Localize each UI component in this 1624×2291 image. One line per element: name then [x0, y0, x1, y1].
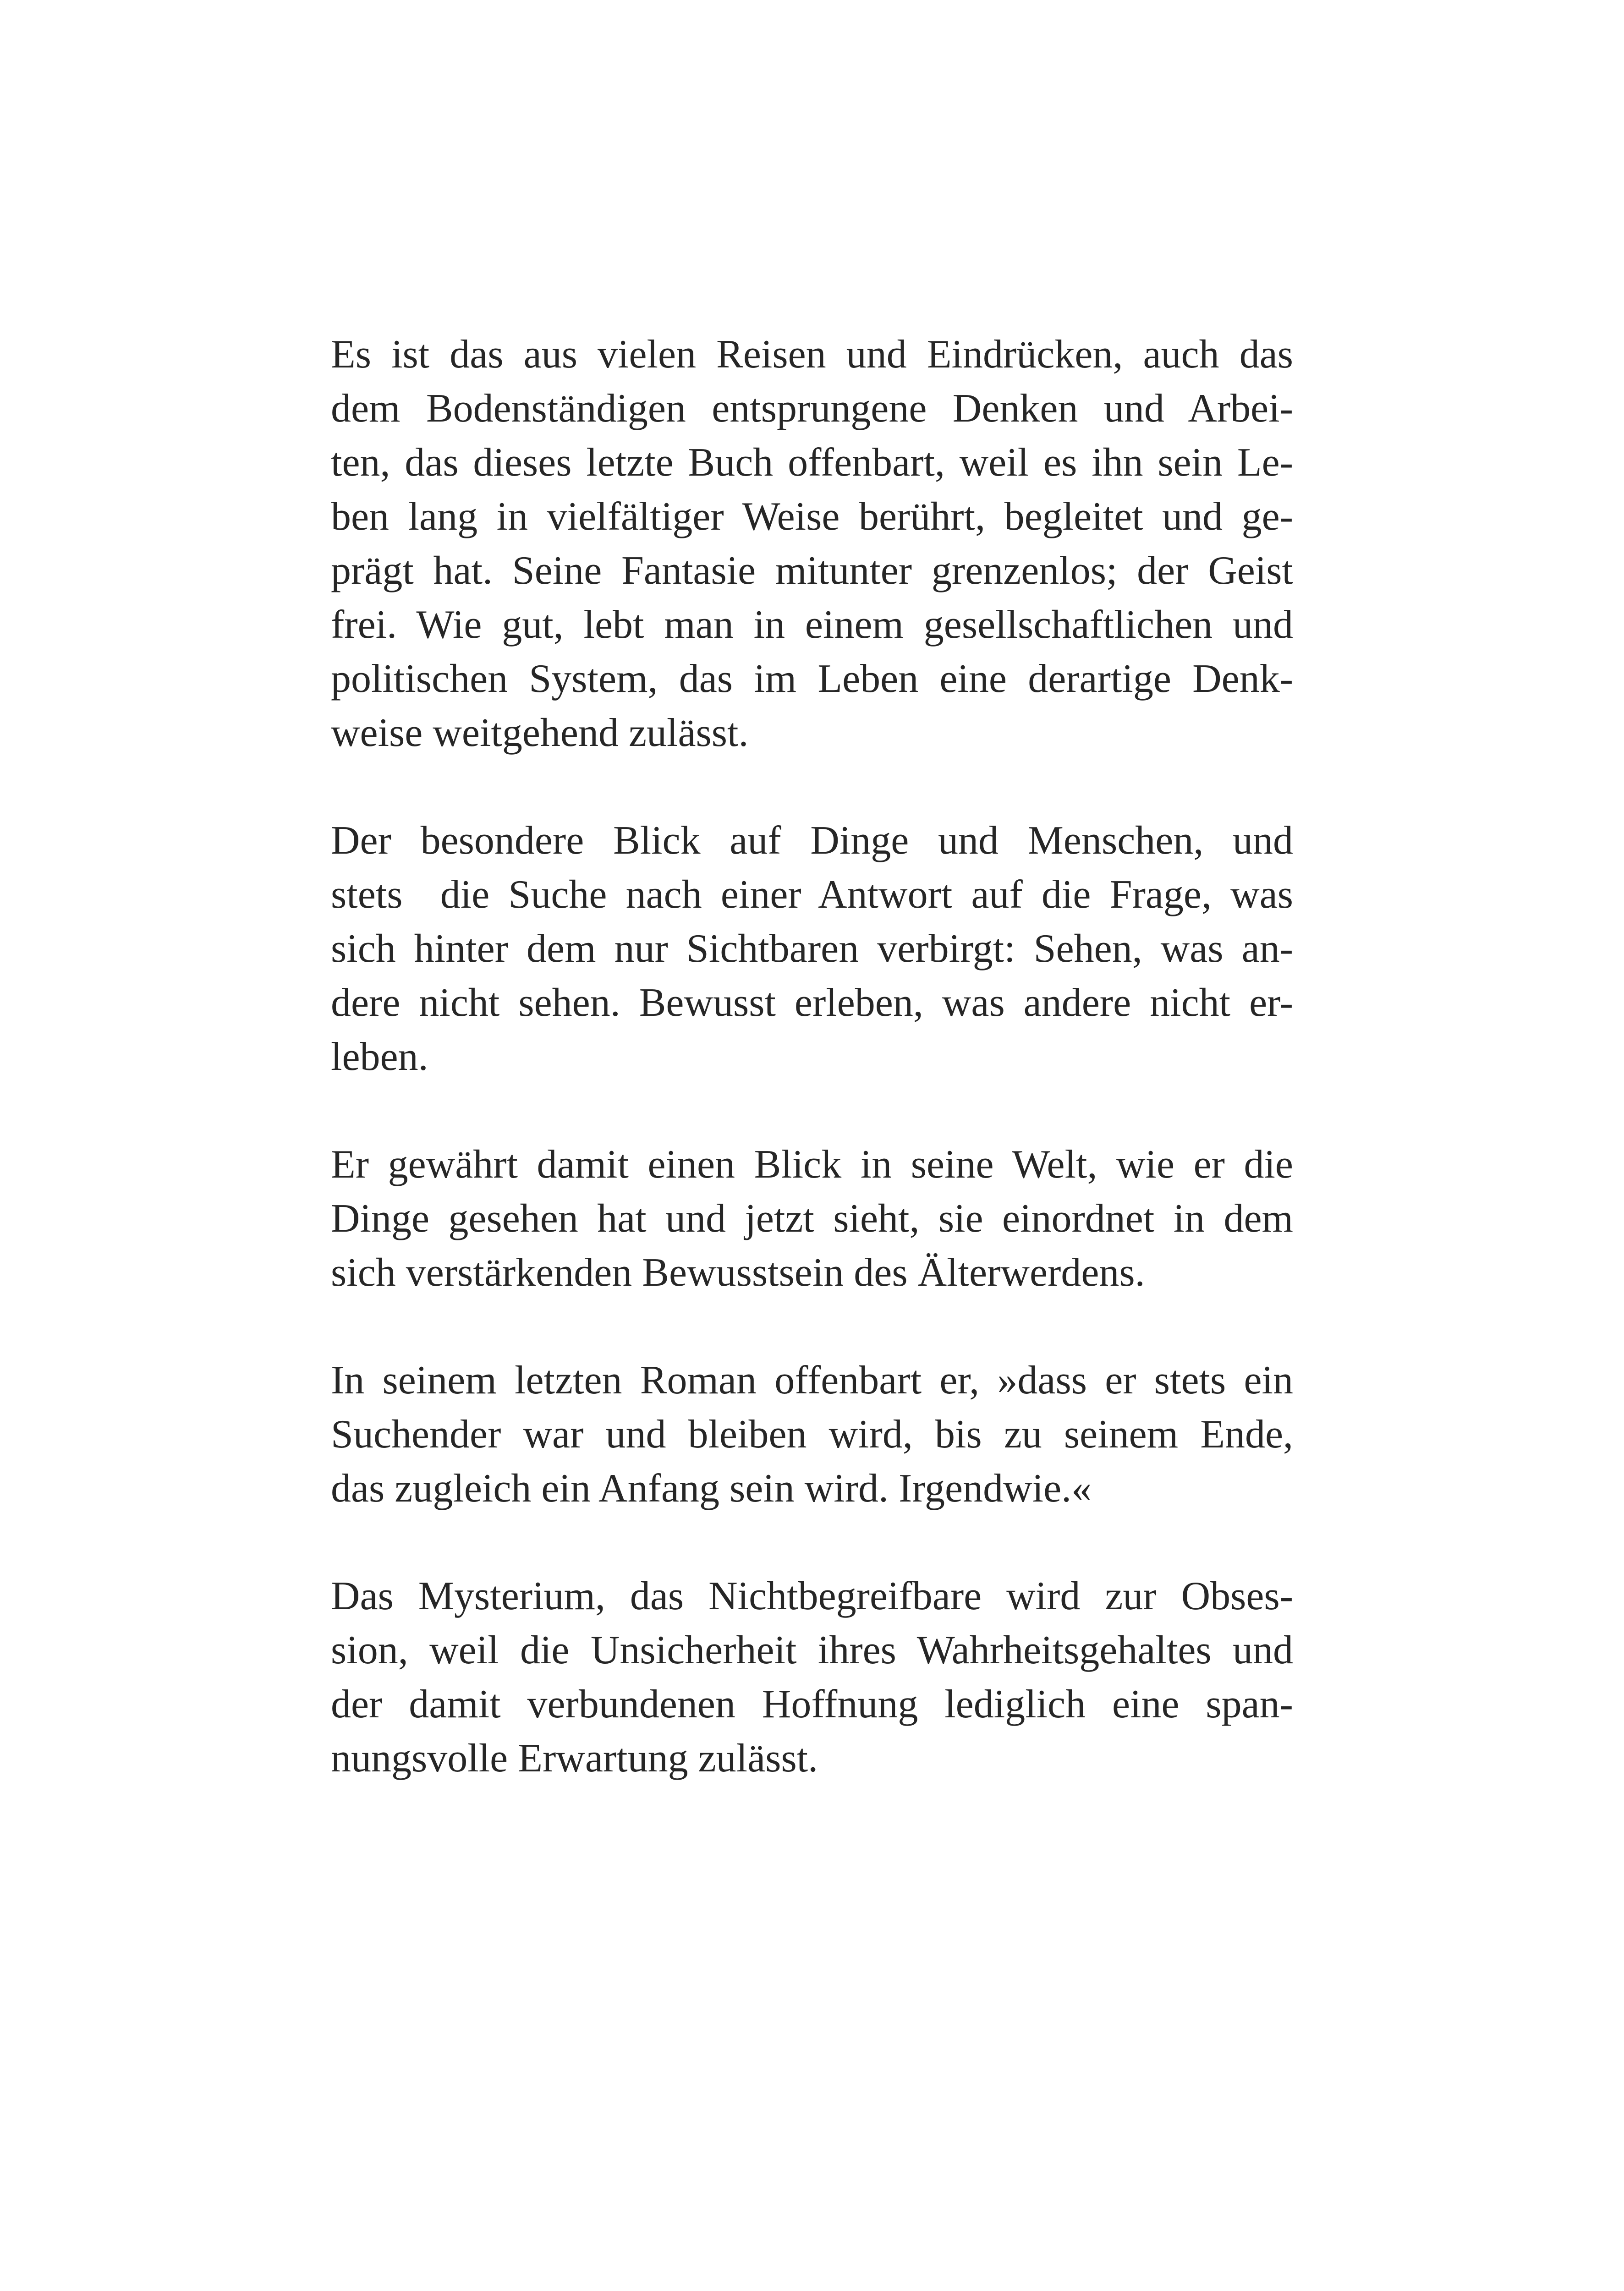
text-line: Suchender war und bleiben wird, bis zu seinem Ende, — [331, 1412, 1293, 1457]
body-text — [331, 328, 1293, 1839]
text-line: frei. Wie gut, lebt man in einem gesellschaftlichen und — [331, 603, 1293, 647]
paragraph-5 — [331, 1569, 1293, 1786]
paragraph-4 — [331, 1354, 1293, 1516]
text-line: dem Bodenständigen entsprungene Denken und Arbei- — [331, 386, 1293, 431]
text-line: In seinem letzten Roman offenbart er, »dass er stets ein — [331, 1358, 1293, 1403]
text-line: politischen System, das im Leben eine derartige Denk- — [331, 657, 1293, 701]
text-line: Dinge gesehen hat und jetzt sieht, sie einordnet in dem — [331, 1196, 1293, 1241]
text-line: ten, das dieses letzte Buch offenbart, weil es ihn sein Le- — [331, 440, 1293, 485]
text-line: Es ist das aus vielen Reisen und Eindrücken, auch das — [331, 332, 1293, 377]
text-line: stets die Suche nach einer Antwort auf die Frage, was — [331, 872, 1293, 917]
text-line: nungsvolle Erwartung zulässt. — [331, 1736, 818, 1781]
paragraph-3 — [331, 1138, 1293, 1300]
paragraph-2 — [331, 814, 1293, 1084]
text-line: sich verstärkenden Bewusstsein des Älterwerdens. — [331, 1250, 1145, 1295]
text-line: Der besondere Blick auf Dinge und Menschen, und — [331, 818, 1293, 863]
text-line: sion, weil die Unsicherheit ihres Wahrheitsgehaltes und — [331, 1628, 1293, 1672]
text-line: der damit verbundenen Hoffnung lediglich eine span- — [331, 1682, 1293, 1726]
text-line: Das Mysterium, das Nichtbegreifbare wird zur Obses- — [331, 1574, 1293, 1618]
text-line: ben lang in vielfältiger Weise berührt, begleitet und ge- — [331, 494, 1293, 539]
text-line: dere nicht sehen. Bewusst erleben, was andere nicht er- — [331, 981, 1293, 1025]
text-line: prägt hat. Seine Fantasie mitunter grenzenlos; der Geist — [331, 548, 1293, 593]
text-line: weise weitgehend zulässt. — [331, 711, 749, 755]
text-line: leben. — [331, 1035, 428, 1079]
text-line: Er gewährt damit einen Blick in seine Welt, wie er die — [331, 1142, 1293, 1187]
text-line: das zugleich ein Anfang sein wird. Irgendwie.« — [331, 1466, 1092, 1511]
text-line: sich hinter dem nur Sichtbaren verbirgt: Sehen, was an- — [331, 926, 1293, 971]
paragraph-1 — [331, 328, 1293, 760]
